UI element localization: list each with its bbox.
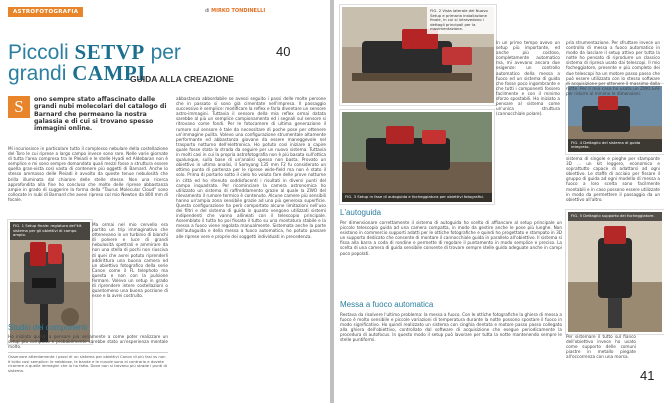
- body-paragraph: In un primo tempo avevo un setup più importante, ed anche più costoso, completamente automatico ma, mi avevano ancora due esigenze: un controllo automatico della messa a fuoco ed un sistema di guida che fosse poco ingombrante e che tutti i componenti fossero facilmente e con il minimo sforzo spostabili. Ho iniziato a pensare al sistema come un'unica struttura (cannocchiale polare).: [496, 40, 560, 117]
- focuser-photo-icon: [568, 212, 662, 332]
- body-paragraph: pria strumentazione. Per sfruttare invece un controllo di messa a fuoco automatico in modo da lasciare il setup attivo per tutta la notte ho pensato di riprodurre un classico sistema di ripresa usato dai telescopi. Il mio focheggiatore, presente e più completo dei due telescopi ha un motore passo passo che può essere utilizzato con lo stesso software di acquisizione per ottenere il massimo dalla notte. Per il mio caso ho usato un ZWO EAF per ridurre al minimo le dimensioni.: [566, 40, 660, 96]
- body-paragraph: Ho iniziato quindi a pensare più seriamente a come poter realizzare un setup più compatto e probabilmente sarebbe stato un'esperienza mentale molto.: [8, 334, 168, 350]
- title-word: grandi: [8, 62, 67, 85]
- byline: [205, 8, 265, 14]
- right-page: [334, 0, 664, 403]
- photo-side-view: [340, 5, 496, 105]
- footnote: Osservare attentamente i pezzi di un sistema per obiettivi Canon di più fasi vs non è tutto così semplice: le nebbiose, le bande e le nuvole sono al contrario e dovete ricorrere a quelle immagini che io ho fatto. Dove non si trovano più strade i punti di sistema.: [8, 354, 167, 373]
- article-subtitle: GUIDA ALLA CREAZIONE: [130, 74, 234, 84]
- drop-cap: S: [8, 96, 30, 118]
- section-heading: Messa a fuoco automatica: [340, 300, 434, 309]
- byline-author: MIRKO TONDINELLI: [211, 8, 266, 14]
- lead-paragraph: ono sempre stato affascinato dalle grandi nubi molecolari del catalogo di Barnard che permeano la nostra galassia e di cui si trovano spesso immagini online.: [34, 96, 167, 133]
- body-paragraph: Mi incuriosisce in particolare tutto il complesso nebulare della costellazione del Toro le cui riprese a largo campo invece sono rare. Nelle varie giornate di tutta l'area compresa tra le Pleiadi e le stelle Hyadi ed Aldebaran non è semplice e mi sono sempre domandato quali mezzi fosse a struttura essere quella gran-vista così vasta di contenere più oggetti di Barnard. Anche lo stesso ammasso delle Pleiadi è avvolto da queste tenue nebulosità che brilla illuminata dal chiarore delle stelle stesse. Non una ricerca approfondita alla fine ho concluso che molte delle riprese abbastanza ampie in grado di suggerire la forma della "Taurus Molecular Cloud" sono collocate in nubi di Barnard che avevi ripreso col mio Newton da 800 mm di focale.: [8, 146, 168, 202]
- body-paragraph: Ma ormai nel mio cervello era partito un trip immaginativo che ottenevano in un turbinio di bianchi di polvere e luce di grandi nebulosità spettrali e ammirare da non una stella di pochi non riusciva di quei che avrei potuto riprenderli addirittura una buona camera ed un obiettivo fotografico della serie Canon come il FL telephoto ma questa e non con la pulsione fermare. Volevo un setup in grado di riprendere intere costellazioni o quantomeno una buona porzione di esse e la avrei costruito.: [92, 222, 168, 299]
- title-word: per: [150, 41, 181, 64]
- photo-focuser-support: [566, 210, 664, 334]
- autoguide-photo-icon: [342, 112, 492, 202]
- title-word: CAMPI: [72, 61, 146, 85]
- left-page: [0, 0, 330, 403]
- body-paragraph: Per dimensionare correttamente il sistema di autoguida ho scelto di affiancare al setup principale un piccolo telescopio guida ad una camera compatta, in modo da gestire anche le pose più lunghe. Non esistono in commercio supporti adatti per le ottiche fotografiche e quindi ho progettato e stampato in 3D un supporto dedicato che consente di montare il cannocchiale guida in parallelo all'obiettivo. Il sistema si fissa alla barra a coda di rondine e permette di regolare il puntamento in modo semplice e preciso. La scelta di una camera di guida sensibile consente di trovare sempre stelle guida adeguate anche in campi poco popolati.: [340, 220, 562, 256]
- photo-caption: FIG. 2 Vista laterale del Nuovo Setup e primaria installazione finale, in cui si intravedono i dettagli principali per la movimentazione.: [427, 7, 494, 34]
- section-tag: ASTROFOTOGRAFIA: [8, 7, 83, 17]
- photo-autoguide-setup: [340, 110, 494, 204]
- body-paragraph: sistema di singole e pieghe per stampante 3D ... un kit leggero, economico e soprattutto capace di adattarsi ad ogni obiettivo. Le staffe di acciaio per fissare il gruppo di guida ad ogni modello di messa a fuoco a loro scelta sono facilmente montabili e in caso possono essere utilizzate in modo da permettere il passaggio da un obiettivo all'altro.: [566, 156, 660, 202]
- section-heading: L'autoguida: [340, 208, 382, 217]
- page-number-right: 41: [640, 368, 655, 383]
- byline-prefix: di: [205, 8, 210, 14]
- body-column: abbastanza abbordabile se avessi seguito i passi delle molte persone che in passato si sono già cimentate nell'impresa. Il passaggio successivo è semplice: modificare la reflex e farla diventare un sensore astro-immagini. Tuttavia il sensore della mia reflex ormai datata sarebbe al più un semplice campionamento ed i segnali sul sensore si ritrovano come fondi. Per le fotocamere di ultima generazione il rumore sul sensore è tale da necessitare di poche pose per ottenere un'immagine pulita. Volevo una configurazione strumentale altamente performante ed abbastanza giovane da essere maneggevole nel trasporto notturno dell'elettronica. Ho potuto così iniziare a capire quale fosse stata la strada da seguire per un nuovo sistema. Tuttavia in molti casi in cui la propria astrofotografia non è più basata sull'ottica qualunque, sulla base di un'analisi spesso non basta. Provato un obiettivo in ultima analisi, il Samyang 135 mm F2 fu considerato un ottimo punto di partenza per le riprese wide-field ma non è stato il solo. Prima di portarlo sotto il cielo ho voluto fare delle prove notturne in città ed ho ritenuto soddisfacenti i risultati in diversi punti del campo inquadrato. Per ricominciare la camera astronomica ho utilizzato un sistema di raffreddamento grazie al quale la ZWO del rilevamento il rumore termico è contenuto. Alcune camere più sensibili hanno un'ampia zona sensibile grazie ad una più generosa superficie. Questa configurazione ha però comportato alcune limitazioni nell'uso dei filtri e del sistema di guida in quanto vengono utilizzati sistemi indipendenti che vanno allineati con il telescopio principale. Assemblato il tutto ho poi fissato il tutto su una montatura stabile e la messa a fuoco viene regolata manualmente. Sistemata anche la parte dell'autoguida e della messa a fuoco automatica, ho potuto passare alle riprese vere e proprie dei soggetti individuati in precedenza.: [176, 96, 326, 239]
- photo-caption: FIG. 1 Setup finale: reglatura del"kit sistema per gli obiettivi di campo ampio.: [10, 222, 90, 240]
- page-number-left: 40: [276, 44, 291, 59]
- photo-caption: FIG. 4 Dettaglio del sistema di guida integrato.: [568, 139, 662, 152]
- photo-caption: FIG. 3 Setup in fase di autoguida e focheggiatura per obiettivi fotografici.: [342, 193, 492, 202]
- section-heading: Studio dei componenti: [8, 323, 88, 332]
- photo-caption: FIG. 5 Dettaglio supporto dei focheggiatore.: [568, 212, 662, 221]
- title-word: SETVP: [74, 40, 145, 64]
- body-paragraph: Restava da risolvere l'ultimo problema: la messa a fuoco. Con le ottiche fotografiche la ghiera di messa a fuoco è molto sensibile e piccole variazioni di temperatura durante la notte possono spostare il fuoco in modo significativo. Ho quindi realizzato un sistema con cinghia dentata e motore passo passo collegato alla ghiera dell'obiettivo, controllato dal software di acquisizione che esegue periodicamente la procedura di autofocus. In questo modo il setup può lavorare per tutta la notte mantenendo sempre le stelle puntiformi.: [340, 312, 562, 343]
- body-paragraph: Per sistemare il tutto sul fianco dell'obiettivo invece ho usato come supporto delle comuni piastre in metallo piegate all'occorrenza con una morsa.: [566, 334, 636, 360]
- title-word: Piccoli: [8, 41, 69, 64]
